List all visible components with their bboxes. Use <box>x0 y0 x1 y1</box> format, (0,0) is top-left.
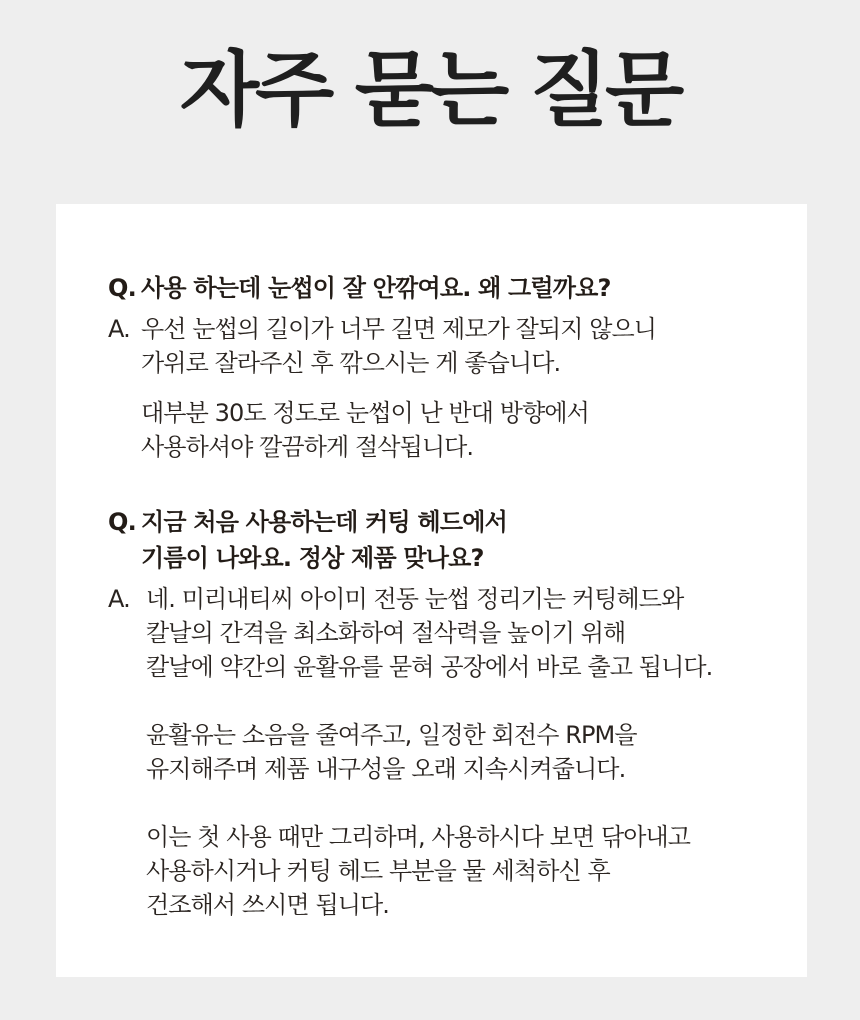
faq-question-1 <box>108 270 788 306</box>
question-line: 지금 처음 사용하는데 커팅 헤드에서 <box>141 508 507 536</box>
answer-line: 사용하셔야 깔끔하게 절삭됩니다. <box>141 433 474 461</box>
answer-paragraph <box>146 718 788 786</box>
answer-line: 사용하시거나 커팅 헤드 부분을 물 세척하신 후 <box>146 857 610 885</box>
answer-line: 우선 눈썹의 길이가 너무 길면 제모가 잘되지 않으니 <box>141 315 657 343</box>
faq-card <box>56 204 807 977</box>
answer-line: 유지해주며 제품 내구성을 오래 지속시켜줍니다. <box>146 755 626 783</box>
question-line: 사용 하는데 눈썹이 잘 안깎여요. 왜 그럴까요? <box>141 274 611 302</box>
question-line: 기름이 나와요. 정상 제품 맞나요? <box>141 544 484 572</box>
answer-prefix: A. <box>108 585 130 613</box>
answer-line: 네. 미리내티씨 아이미 전동 눈썹 정리기는 커팅헤드와 <box>146 585 684 613</box>
answer-line: 대부분 30도 정도로 눈썹이 난 반대 방향에서 <box>141 399 589 427</box>
faq-item-2 <box>108 504 788 922</box>
answer-prefix: A. <box>108 315 130 343</box>
page-title: 자주 묻는 질문 <box>179 43 681 138</box>
answer-line: 건조해서 쓰시면 됩니다. <box>146 891 390 919</box>
answer-line: 이는 첫 사용 때만 그리하며, 사용하시다 보면 닦아내고 <box>146 823 691 851</box>
answer-paragraph <box>146 820 788 922</box>
answer-line: 칼날의 간격을 최소화하여 절삭력을 높이기 위해 <box>146 619 626 647</box>
faq-item-1 <box>108 270 788 464</box>
faq-answer-2 <box>108 582 788 922</box>
question-prefix: Q. <box>108 274 136 302</box>
answer-line: 칼날에 약간의 윤활유를 묻혀 공장에서 바로 출고 됩니다. <box>146 653 713 681</box>
faq-question-2 <box>108 504 788 576</box>
answer-line: 윤활유는 소음을 줄여주고, 일정한 회전수 RPM을 <box>146 721 637 749</box>
answer-paragraph <box>141 312 788 380</box>
answer-paragraph <box>146 582 788 684</box>
answer-paragraph <box>141 396 788 464</box>
faq-answer-1 <box>108 312 788 464</box>
answer-line: 가위로 잘라주신 후 깎으시는 게 좋습니다. <box>141 349 561 377</box>
question-prefix: Q. <box>108 508 136 536</box>
